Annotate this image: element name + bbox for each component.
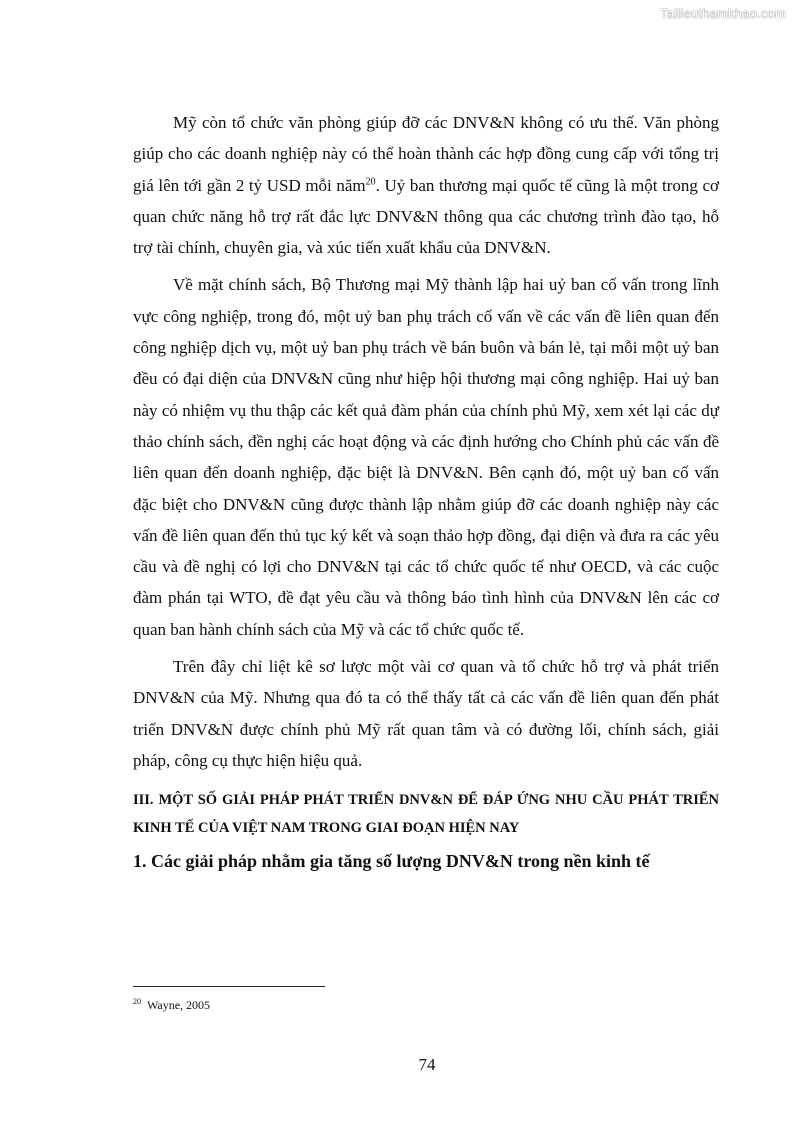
page-body (133, 107, 719, 876)
paragraph-1-text-continued: . Uỷ ban thương mại quốc tế cũng là một trong cơ quan chức năng hỗ trợ rất đắc lực DNV&N thông qua các chương trình đào tạo, hỗ trợ tài chính, chuyên gia, và xúc tiến xuất khẩu của DNV&N. (133, 175, 720, 258)
footnote-text: Wayne, 2005 (147, 998, 211, 1012)
page-number: 74 (418, 1055, 436, 1074)
paragraph-2: Về mặt chính sách, Bộ Thương mại Mỹ thành lập hai uỷ ban cố vấn trong lĩnh vực công nghiệp, trong đó, một uỷ ban phụ trách cố vấn về các vấn đề liên quan đến công nghiệp dịch vụ, một uỷ ban phụ trách về bán buôn và bán lẻ, tại mỗi một uỷ ban đều có đại diện của DNV&N cũng như hiệp hội thương mại công nghiệp. Hai uỷ ban này có nhiệm vụ thu thập các kết quả đàm phán của chính phủ Mỹ, xem xét lại các dự thảo chính sách, đền nghị các hoạt động và các định hướng cho Chính phủ các vấn đề liên quan đến doanh nghiệp, đặc biệt là DNV&N. Bên cạnh đó, một uỷ ban cố vấn đặc biệt cho DNV&N cũng được thành lập nhằm giúp đỡ các doanh nghiệp này các vấn đề liên quan đến thủ tục ký kết và soạn thảo hợp đồng, đại diện và đưa ra các yêu cầu và đề nghị có lợi cho DNV&N tại các tổ chức quốc tế như OECD, và các cuộc đàm phán tại WTO, đề đạt yêu cầu và thông báo tình hình của DNV&N lên các cơ quan ban hành chính sách của Mỹ và các tổ chức quốc tế. (133, 275, 719, 639)
footnote-divider (133, 986, 325, 987)
paragraph-3: Trên đây chỉ liệt kê sơ lược một vài cơ quan và tổ chức hỗ trợ và phát triển DNV&N của Mỹ. Nhưng qua đó ta có thể thấy tất cả các vấn đề liên quan đến phát triển DNV&N được chính phủ Mỹ rất quan tâm và có đường lối, chính sách, giải pháp, công cụ thực hiện hiệu quả. (133, 657, 719, 770)
paragraph-1 (133, 107, 719, 263)
section-heading: III. MỘT SỐ GIẢI PHÁP PHÁT TRIỂN DNV&N ĐỂ ĐÁP ỨNG NHU CẦU PHÁT TRIỂN KINH TẾ CỦA VIỆT NAM TRONG GIAI ĐOẠN HIỆN NAY (133, 792, 719, 837)
watermark: Tailieuthamkhao.com (660, 6, 786, 21)
sub-heading: 1. Các giải pháp nhằm gia tăng số lượng DNV&N trong nền kinh tế (133, 851, 650, 872)
footnote (133, 994, 210, 1013)
paragraph-1-text: Mỹ còn tổ chức văn phòng giúp đỡ các DNV&N không có ưu thế. Văn phòng giúp cho các doanh nghiệp này có thể hoàn thành các hợp đồng cung cấp với tổng trị giá lên tới gần 2 tỷ USD mỗi năm (133, 113, 719, 195)
footnote-number: 20 (133, 997, 141, 1006)
footnote-reference[interactable]: 20 (365, 175, 376, 187)
